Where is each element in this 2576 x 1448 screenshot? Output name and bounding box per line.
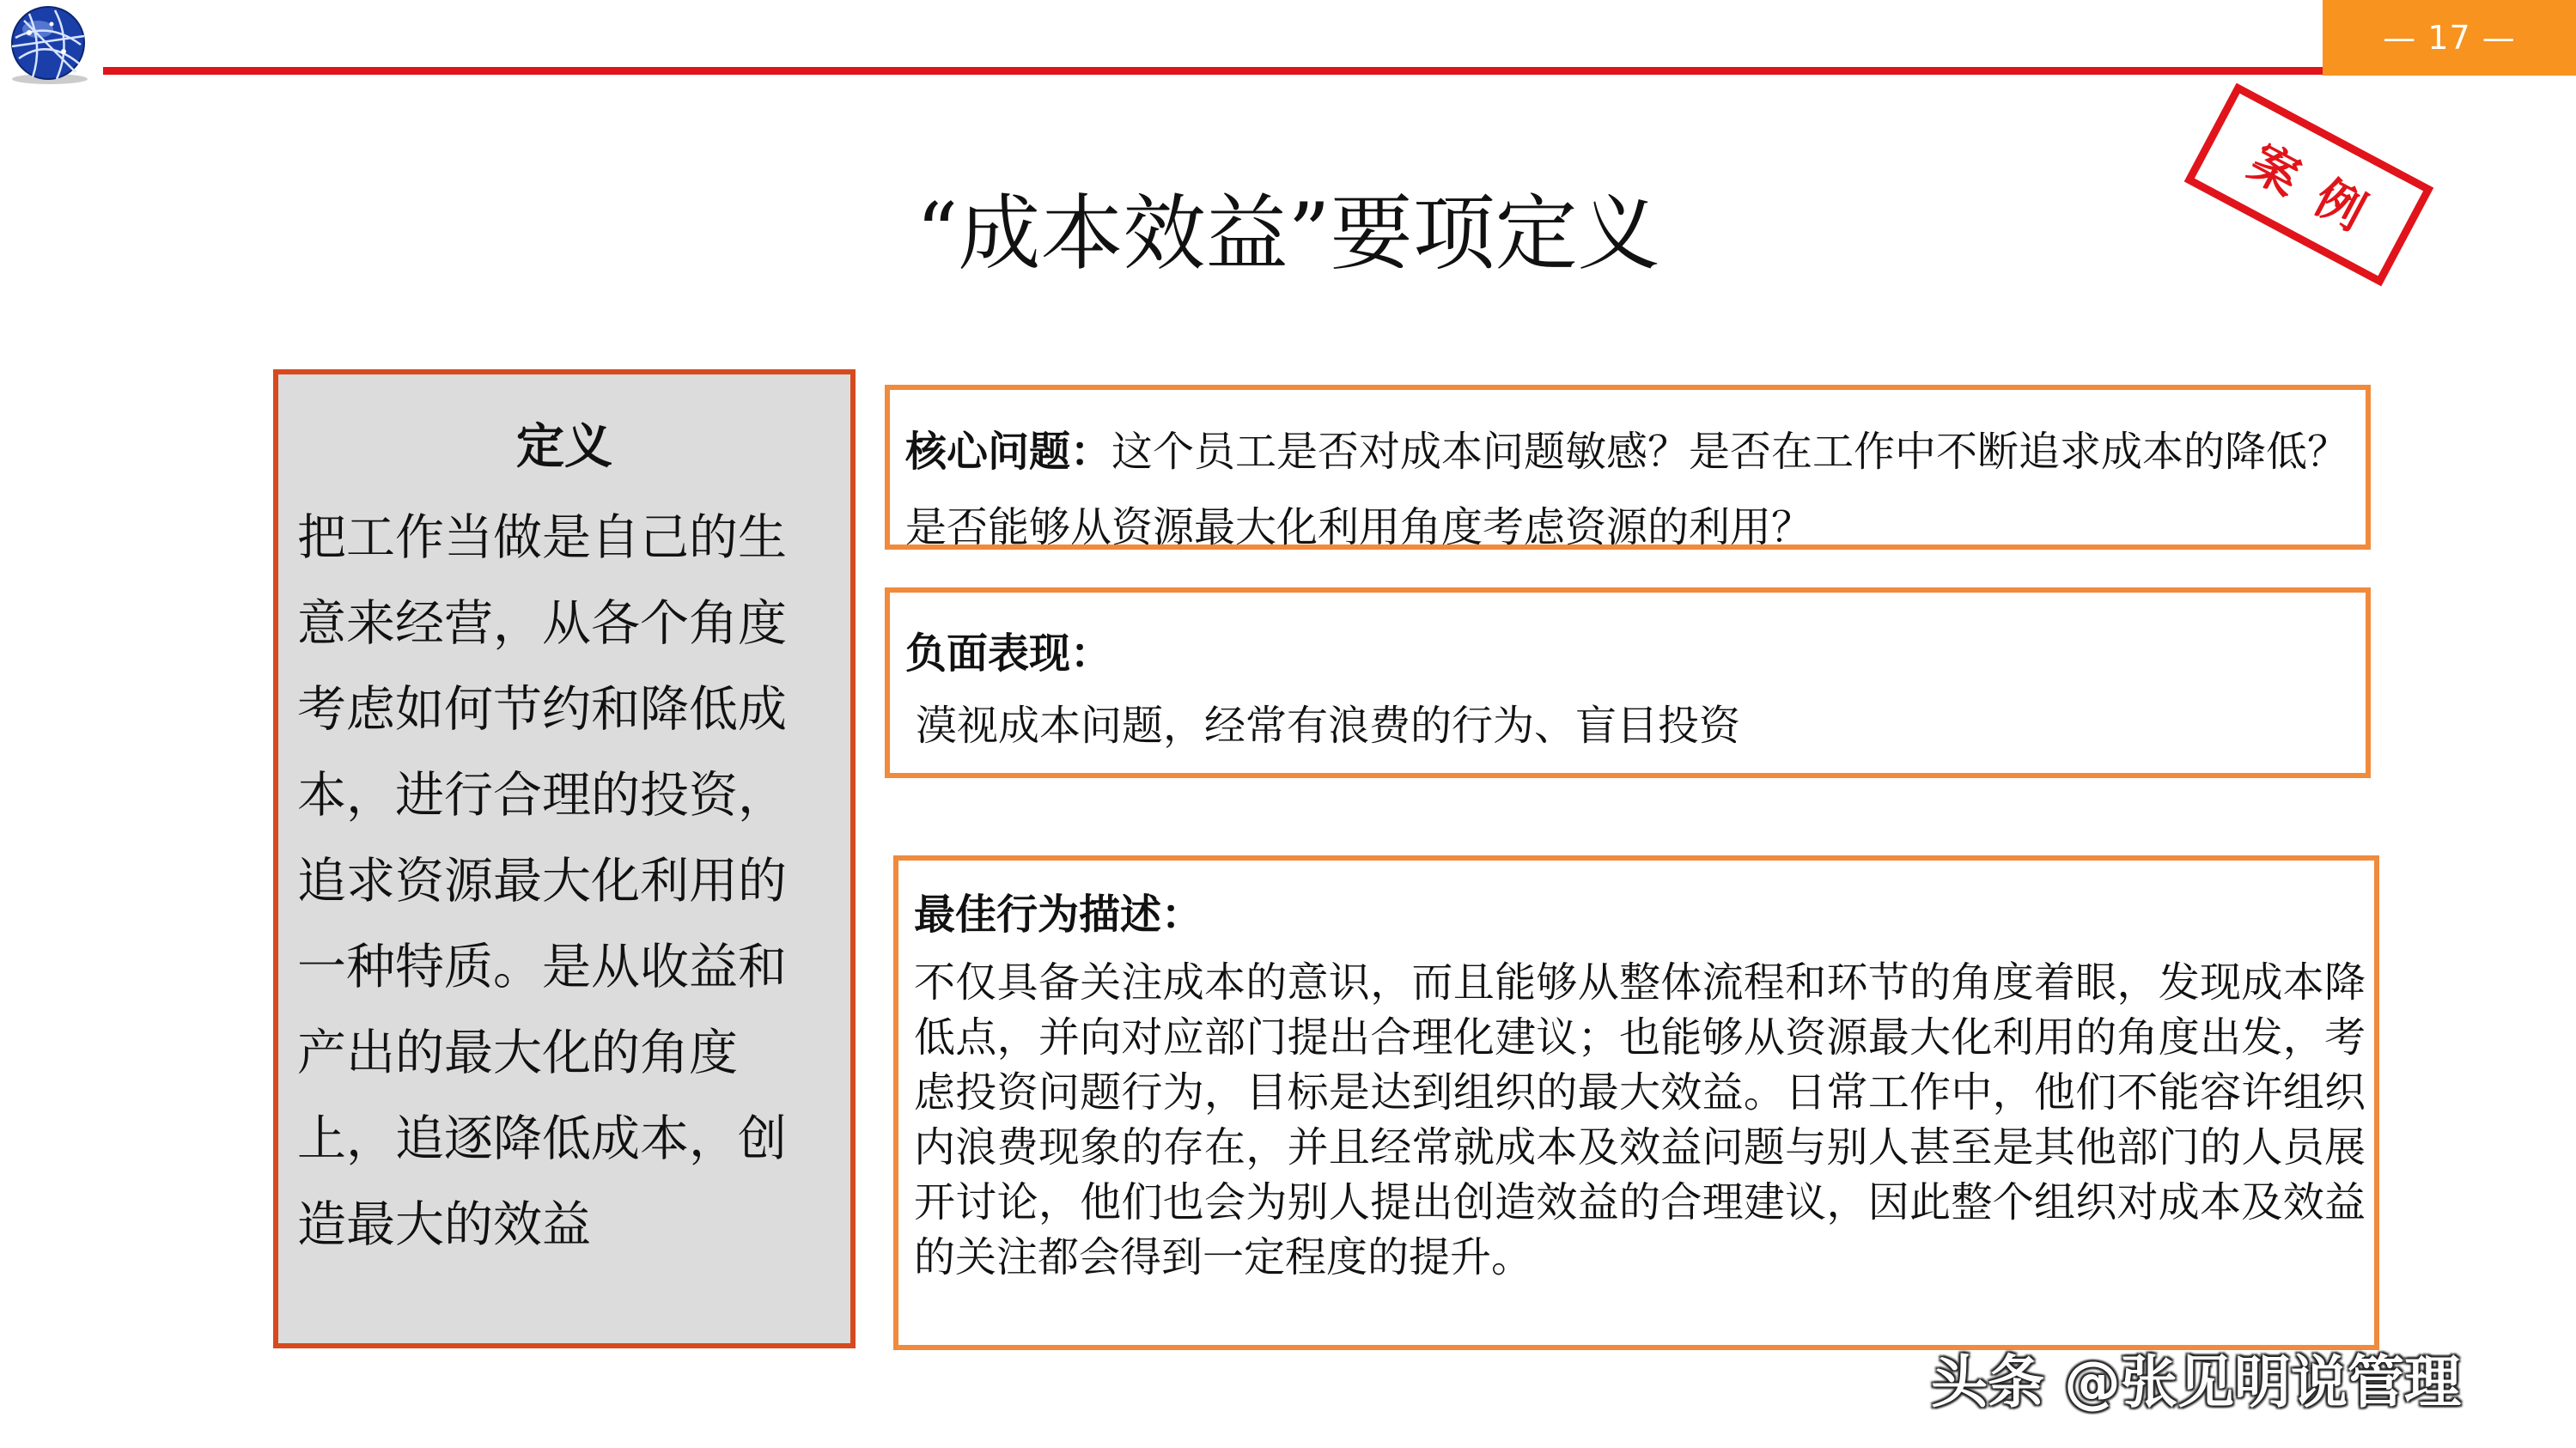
- negative-card: [885, 587, 2371, 778]
- core-issue-card: [885, 385, 2371, 550]
- negative-label: 负面表现：: [905, 630, 1112, 678]
- best-behavior-label: 最佳行为描述：: [914, 891, 1203, 939]
- core-issue-content: [905, 414, 2357, 565]
- best-behavior-card: [893, 855, 2379, 1350]
- best-behavior-text: 不仅具备关注成本的意识，而且能够从整体流程和环节的角度着眼，发现成本降低点，并向对应部门提出合理化建议；也能够从资源最大化利用的角度出发，考虑投资问题行为，目标是达到组织的最大效益。日常工作中，他们不能容许组织内浪费现象的存在，并且经常就成本及效益问题与别人甚至是其他部门的人员展开讨论，他们也会为别人提出创造效益的合理建议，因此整个组织对成本及效益的关注都会得到一定程度的提升。: [914, 958, 2366, 1281]
- header-red-line: [103, 67, 2336, 75]
- core-issue-text: 这个员工是否对成本问题敏感？是否在工作中不断追求成本的降低？是否能够从资源最大化利用角度考虑资源的利用？: [905, 428, 2349, 551]
- definition-text: 把工作当做是自己的生意来经营，从各个角度考虑如何节约和降低成本，进行合理的投资，追求资源最大化利用的一种特质。是从收益和产出的最大化的角度上，追逐降低成本，创造最大的效益: [297, 509, 787, 1253]
- case-stamp: 案例: [2184, 83, 2434, 287]
- page-number: — 17 —: [2383, 19, 2516, 57]
- core-issue-label: 核心问题：: [905, 428, 1112, 476]
- page-title: “成本效益”要项定义: [916, 186, 1660, 282]
- globe-logo-icon: [3, 3, 93, 86]
- negative-text: 漠视成本问题，经常有浪费的行为、盲目投资: [916, 702, 1741, 750]
- page-number-badge: [2323, 0, 2576, 76]
- watermark: 头条 @张见明说管理: [1931, 1349, 2461, 1415]
- definition-heading: 定义: [516, 419, 612, 475]
- definition-box: [273, 369, 856, 1348]
